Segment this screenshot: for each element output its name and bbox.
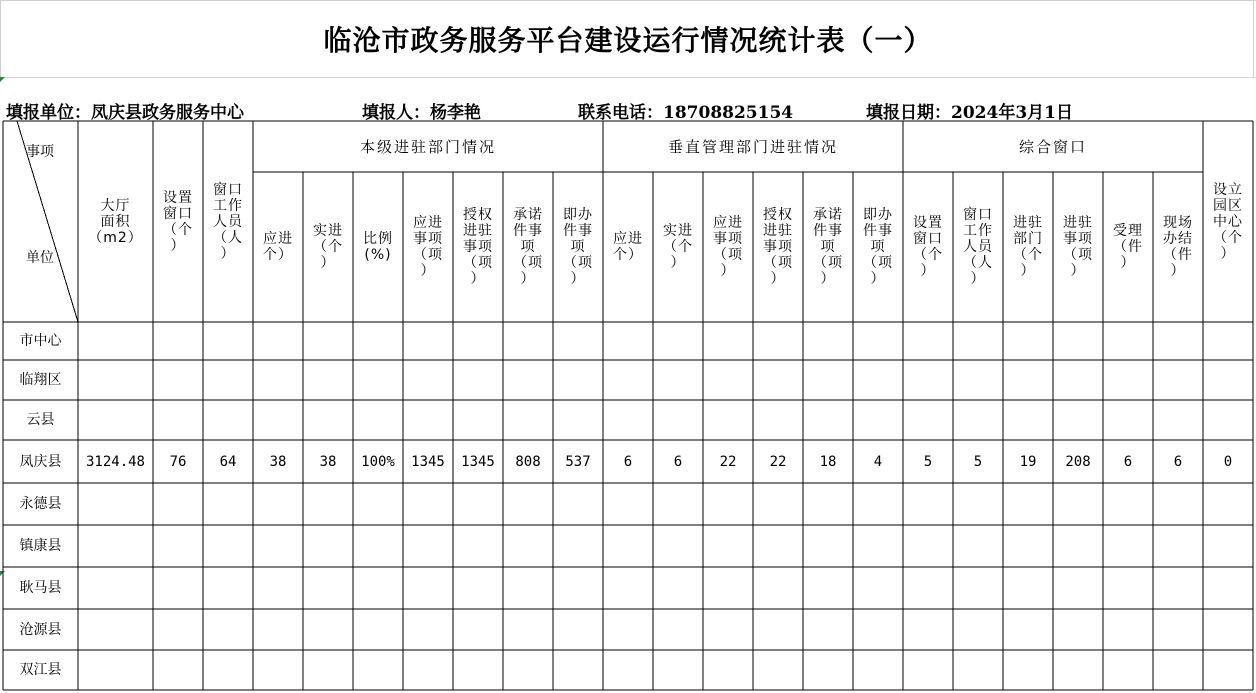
subheader-comprehensive-5: 现场 办结 （件 ）: [1163, 215, 1193, 279]
table-cell: 0: [1223, 453, 1233, 470]
row-unit-label: 市中心: [19, 333, 62, 349]
header-park-center: 设立 园区 中心 （个 ）: [1213, 181, 1243, 262]
header-group-vertical-departments: 垂直管理部门进驻情况: [667, 137, 838, 156]
table-cell: 6: [1123, 453, 1133, 470]
table-cell: 208: [1065, 453, 1091, 470]
table-cell: 19: [1019, 453, 1037, 470]
subheader-comprehensive-2: 进驻 部门 （个 ）: [1013, 215, 1043, 279]
subheader-local-1: 实进 （个 ）: [313, 223, 343, 271]
table-cell: 5: [923, 453, 933, 470]
contact-phone: 联系电话：18708825154: [578, 103, 794, 123]
header-hall-area: 大厅 面积 （m2）: [88, 197, 143, 246]
table-cell: 6: [673, 453, 683, 470]
row-unit-label: 临翔区: [19, 372, 62, 388]
row-unit-label: 沧源县: [19, 621, 62, 638]
table-cell: 537: [565, 453, 591, 470]
table-cell: 76: [169, 453, 187, 470]
page-title: 临沧市政务服务平台建设运行情况统计表（一）: [323, 24, 933, 57]
table-cell: 5: [973, 453, 983, 470]
corner-label-items: 事项: [26, 144, 54, 160]
table-cell: 4: [873, 453, 883, 470]
subheader-local-4: 授权 进驻 事项 （项 ）: [463, 207, 493, 287]
subheader-local-5: 承诺 件事 项 （项 ）: [513, 207, 543, 287]
row-unit-label: 镇康县: [19, 538, 62, 554]
header-group-local-departments: 本级进驻部门情况: [359, 137, 496, 156]
corner-label-unit: 单位: [26, 250, 54, 266]
table-cell: 1345: [411, 453, 445, 470]
table-cell: 6: [623, 453, 633, 470]
reporter: 填报人：杨李艳: [362, 103, 481, 123]
table-cell: 1345: [461, 453, 495, 470]
row-unit-label: 云县: [26, 412, 55, 428]
table-cell: 3124.48: [85, 453, 145, 470]
subheader-vertical-1: 实进 （个 ）: [663, 223, 693, 271]
subheader-comprehensive-0: 设置 窗口 （个 ）: [913, 215, 943, 279]
row-unit-label: 凤庆县: [19, 453, 62, 470]
header-group-comprehensive-window: 综合窗口: [1018, 137, 1087, 156]
subheader-vertical-3: 授权 进驻 事项 （项 ）: [763, 207, 793, 287]
subheader-vertical-0: 应进 个）: [613, 231, 643, 263]
header-windows: 设置 窗口 （个 ）: [163, 189, 193, 254]
subheader-local-3: 应进 事项 （项 ）: [413, 215, 443, 279]
table-cell: 22: [769, 453, 787, 470]
table-cell: 38: [319, 453, 337, 470]
row-unit-label: 耿马县: [19, 580, 62, 596]
row-unit-label: 永德县: [19, 496, 62, 512]
row-unit-label: 双江县: [19, 662, 62, 678]
subheader-local-2: 比例 (%): [363, 231, 393, 263]
table-cell: 808: [515, 453, 541, 470]
table-cell: 22: [719, 453, 737, 470]
report-date: 填报日期：2024年3月1日: [866, 103, 1073, 123]
subheader-comprehensive-4: 受理 （件 ）: [1113, 223, 1143, 271]
table-cell: 6: [1173, 453, 1183, 470]
subheader-local-6: 即办 件事 项 （项 ）: [563, 207, 593, 287]
subheader-comprehensive-3: 进驻 事项 （项 ）: [1063, 215, 1093, 279]
subheader-comprehensive-1: 窗口 工作 人员 （人 ）: [963, 207, 993, 287]
header-staff: 窗口 工作 人员 （人 ）: [213, 181, 243, 262]
table-cell: 38: [269, 453, 287, 470]
subheader-vertical-4: 承诺 件事 项 （项 ）: [813, 207, 843, 287]
table-cell: 18: [819, 453, 837, 470]
table-cell: 64: [219, 453, 237, 470]
subheader-local-0: 应进 个）: [263, 231, 293, 263]
reporting-unit: 填报单位：凤庆县政务服务中心: [6, 103, 244, 123]
subheader-vertical-2: 应进 事项 （项 ）: [713, 215, 743, 279]
table-cell: 100%: [361, 453, 395, 470]
subheader-vertical-5: 即办 件事 项 （项 ）: [863, 207, 893, 287]
